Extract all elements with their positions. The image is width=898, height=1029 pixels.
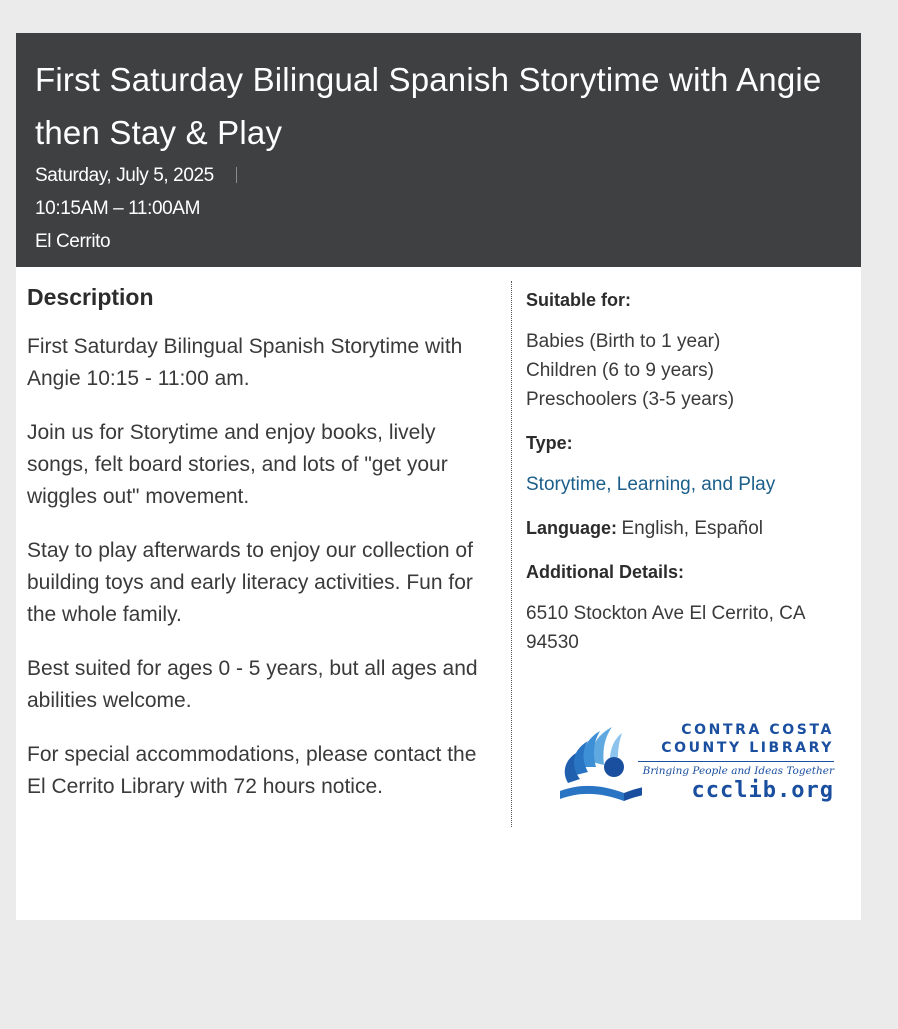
date-separator bbox=[236, 167, 237, 183]
suitable-for-label: Suitable for: bbox=[526, 290, 632, 310]
description-paragraph: Stay to play afterwards to enjoy our collection of building toys and early literacy activities. Fun for the whole family. bbox=[27, 539, 473, 626]
suitable-item: Babies (Birth to 1 year) bbox=[526, 331, 721, 352]
type-label: Type: bbox=[526, 433, 573, 453]
event-header bbox=[16, 33, 861, 267]
additional-details-label: Additional Details: bbox=[526, 562, 685, 582]
description-paragraph: Best suited for ages 0 - 5 years, but all ages and abilities welcome. bbox=[27, 657, 478, 712]
logo-line1: CONTRA COSTA bbox=[681, 722, 834, 738]
library-logo[interactable] bbox=[552, 717, 832, 807]
event-title: First Saturday Bilingual Spanish Storytime with Angie then Stay & Play bbox=[35, 61, 822, 151]
type-block bbox=[526, 428, 856, 499]
language-label: Language: bbox=[526, 518, 618, 538]
logo-tagline: Bringing People and Ideas Together bbox=[638, 761, 834, 778]
type-link[interactable]: Storytime, Learning, and Play bbox=[526, 474, 776, 495]
event-card bbox=[16, 33, 861, 920]
logo-wordmark bbox=[638, 721, 834, 804]
description-paragraph: For special accommodations, please contact the El Cerrito Library with 72 hours notice. bbox=[27, 743, 477, 798]
details-sidebar bbox=[526, 285, 856, 671]
event-body bbox=[16, 267, 861, 920]
language-value: English, Español bbox=[621, 518, 764, 539]
description-section bbox=[27, 281, 497, 825]
event-time: 10:15AM – 11:00AM bbox=[35, 198, 201, 219]
column-divider bbox=[511, 281, 512, 827]
suitable-for-block bbox=[526, 285, 856, 414]
event-location: El Cerrito bbox=[35, 231, 111, 252]
description-heading: Description bbox=[27, 284, 154, 310]
additional-details-block bbox=[526, 557, 856, 657]
suitable-item: Children (6 to 9 years) bbox=[526, 360, 714, 381]
logo-url: ccclib.org bbox=[691, 778, 834, 803]
logo-line2: COUNTY LIBRARY bbox=[661, 740, 834, 756]
description-paragraph: Join us for Storytime and enjoy books, lively songs, felt board stories, and lots of "get your wiggles out" movement. bbox=[27, 421, 448, 508]
book-flower-icon bbox=[552, 717, 642, 807]
event-date: Saturday, July 5, 2025 bbox=[35, 165, 214, 186]
address-text: 6510 Stockton Ave El Cerrito, CA 94530 bbox=[526, 603, 805, 653]
suitable-item: Preschoolers (3-5 years) bbox=[526, 389, 735, 410]
event-date-row bbox=[35, 159, 842, 192]
description-paragraph: First Saturday Bilingual Spanish Storytime with Angie 10:15 - 11:00 am. bbox=[27, 335, 463, 390]
language-block bbox=[526, 513, 856, 543]
